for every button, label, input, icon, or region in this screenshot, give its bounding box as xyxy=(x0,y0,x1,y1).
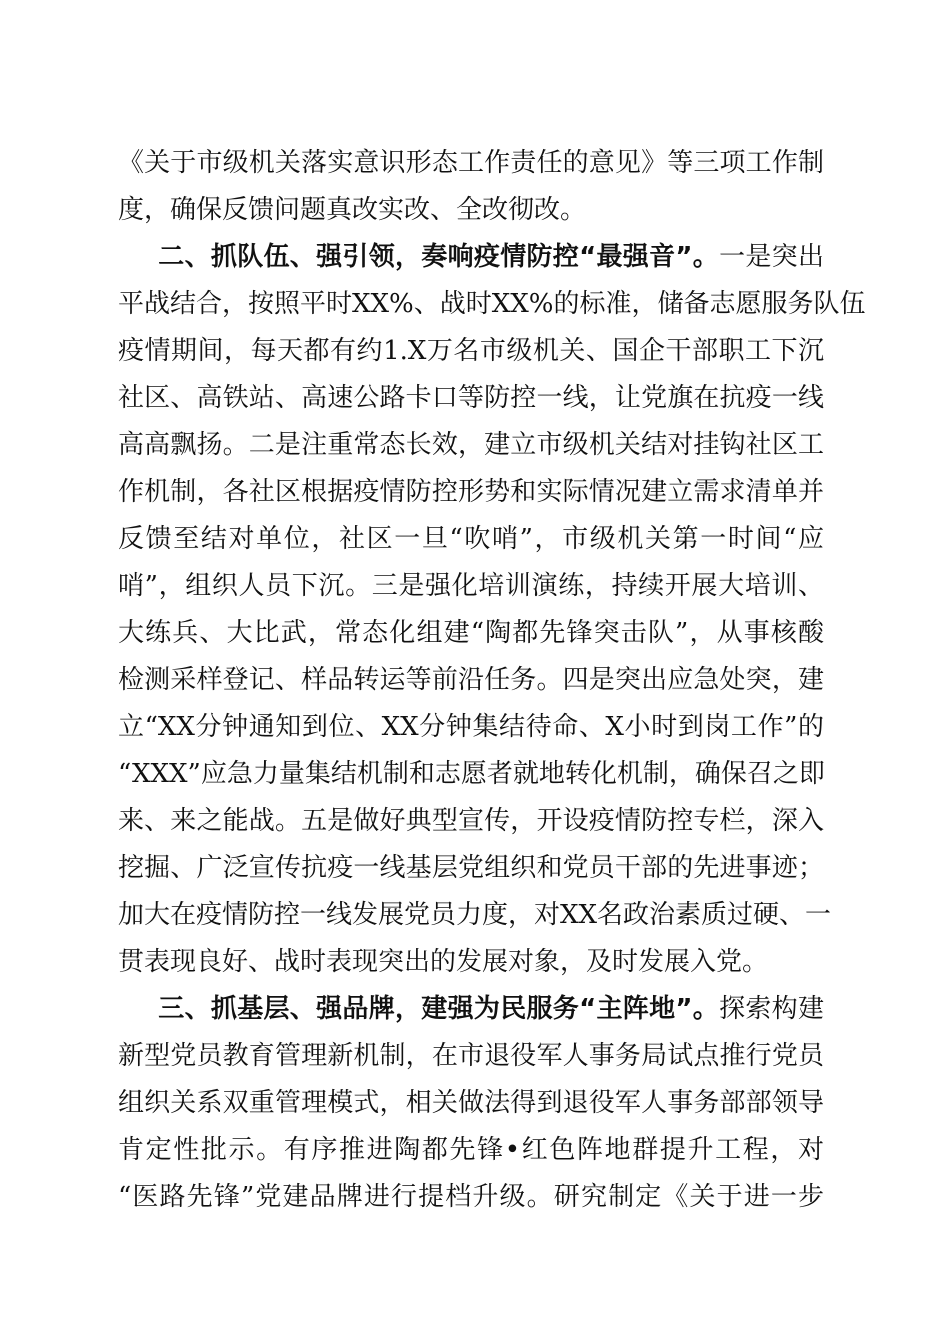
text-line: 贯表现良好、战时表现突出的发展对象，及时发展入党。 xyxy=(118,947,769,977)
text-line: 哨”，组织人员下沉。三是强化培训演练，持续开展大培训、 xyxy=(118,571,824,601)
text-line: 作机制，各社区根据疫情防控形势和实际情况建立需求清单并 xyxy=(118,477,824,507)
text-line: “医路先锋”党建品牌进行提档升级。研究制定《关于进一步 xyxy=(118,1182,824,1212)
text-line: 挖掘、广泛宣传抗疫一线基层党组织和党员干部的先进事迹； xyxy=(118,853,824,883)
paragraph-first-line xyxy=(118,992,824,1026)
text-line: “XXX”应急力量集结机制和志愿者就地转化机制，确保召之即 xyxy=(118,759,825,789)
paragraph-first-line xyxy=(118,240,824,274)
section-heading: 二、抓队伍、强引领，奏响疫情防控“最强音”。 xyxy=(158,242,720,272)
text-line: 来、来之能战。五是做好典型宣传，开设疫情防控专栏，深入 xyxy=(118,806,824,836)
text-line: 新型党员教育管理新机制，在市退役军人事务局试点推行党员 xyxy=(118,1041,824,1071)
text-line: 反馈至结对单位，社区一旦“吹哨”，市级机关第一时间“应 xyxy=(118,524,824,554)
text-line: 加大在疫情防控一线发展党员力度，对XX名政治素质过硬、一 xyxy=(118,900,832,930)
text-line: 肯定性批示。有序推进陶都先锋•红色阵地群提升工程，对 xyxy=(118,1135,824,1165)
text-line: 组织关系双重管理模式，相关做法得到退役军人事务部部领导 xyxy=(118,1088,824,1118)
section-heading: 三、抓基层、强品牌，建强为民服务“主阵地”。 xyxy=(158,994,720,1024)
text-line: 高高飘扬。二是注重常态长效，建立市级机关结对挂钩社区工 xyxy=(118,430,824,460)
text-line: 大练兵、大比武，常态化组建“陶都先锋突击队”，从事核酸 xyxy=(118,618,824,648)
text-line: 立“XX分钟通知到位、XX分钟集结待命、X小时到岗工作”的 xyxy=(118,712,824,742)
text-line: 社区、高铁站、高速公路卡口等防控一线，让党旗在抗疫一线 xyxy=(118,383,824,413)
text-run: 一是突出 xyxy=(719,242,824,272)
text-line: 疫情期间，每天都有约1.X万名市级机关、国企干部职工下沉 xyxy=(118,336,824,366)
text-line: 平战结合，按照平时XX%、战时XX%的标准，储备志愿服务队伍 xyxy=(118,289,866,319)
text-line: 度，确保反馈问题真改实改、全改彻改。 xyxy=(118,195,587,225)
text-line: 《关于市级机关落实意识形态工作责任的意见》等三项工作制 xyxy=(118,148,824,178)
text-line: 检测采样登记、样品转运等前沿任务。四是突出应急处突，建 xyxy=(118,665,824,695)
text-run: 探索构建 xyxy=(719,994,824,1024)
